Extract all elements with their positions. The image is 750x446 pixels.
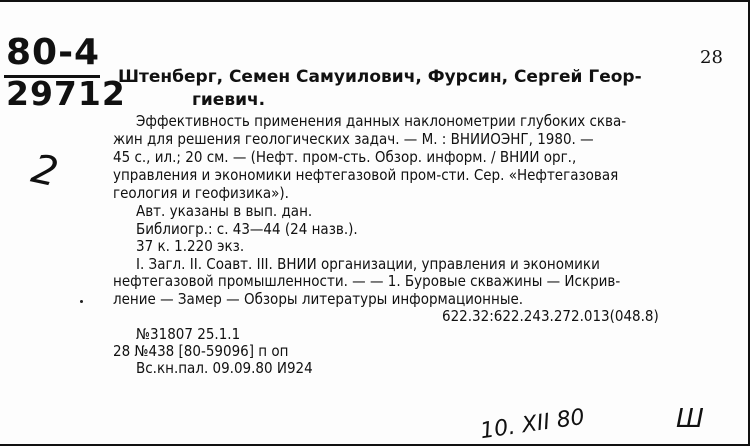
card-heading-line-1: Штенберг, Семен Самуилович, Фурсин, Сергей Геор-: [118, 67, 642, 87]
card-text-line: Эффективность применения данных наклонометрии глубоких сква-: [136, 112, 627, 130]
card-text-line: 28 №438 [80-59096] п оп: [113, 342, 289, 360]
handwritten-initials: Ш: [676, 404, 704, 434]
card-text-line: №31807 25.1.1: [136, 325, 241, 343]
entry-number: 28: [700, 47, 723, 68]
ink-dot: [80, 300, 83, 303]
card-text-line: I. Загл. II. Соавт. III. ВНИИ организации, управления и экономики: [136, 255, 600, 273]
card-top-border: [0, 0, 750, 2]
card-text-line: геология и геофизика»).: [113, 184, 289, 202]
handwritten-call-number: 80-4: [6, 32, 101, 73]
card-text-line: Библиогр.: с. 43—44 (24 назв.).: [136, 220, 358, 238]
card-text-line: управления и экономики нефтегазовой пром-сти. Сер. «Нефтегазовая: [113, 166, 619, 184]
card-text-line: Авт. указаны в вып. дан.: [136, 202, 313, 220]
card-text-line: ление — Замер — Обзоры литературы информационные.: [113, 290, 524, 308]
card-text-line: 37 к. 1.220 экз.: [136, 237, 245, 255]
handwritten-date: 10. XII 80: [478, 404, 587, 445]
card-udc-code: 622.32:622.243.272.013(048.8): [442, 307, 659, 325]
card-text-line: 45 с., ил.; 20 см. — (Нефт. пром-сть. Обзор. информ. / ВНИИ орг.,: [113, 148, 577, 166]
handwritten-accession-number: 29712: [6, 74, 126, 113]
card-text-line: жин для решения геологических задач. — М. : ВНИИОЭНГ, 1980. —: [113, 130, 594, 148]
handwritten-margin-note: 2: [27, 145, 62, 197]
card-heading-line-2: гиевич.: [192, 90, 266, 110]
card-text-line: нефтегазовой промышленности. — — 1. Буровые скважины — Искрив-: [113, 272, 621, 290]
card-text-line: Вс.кн.пал. 09.09.80 И924: [136, 359, 313, 377]
